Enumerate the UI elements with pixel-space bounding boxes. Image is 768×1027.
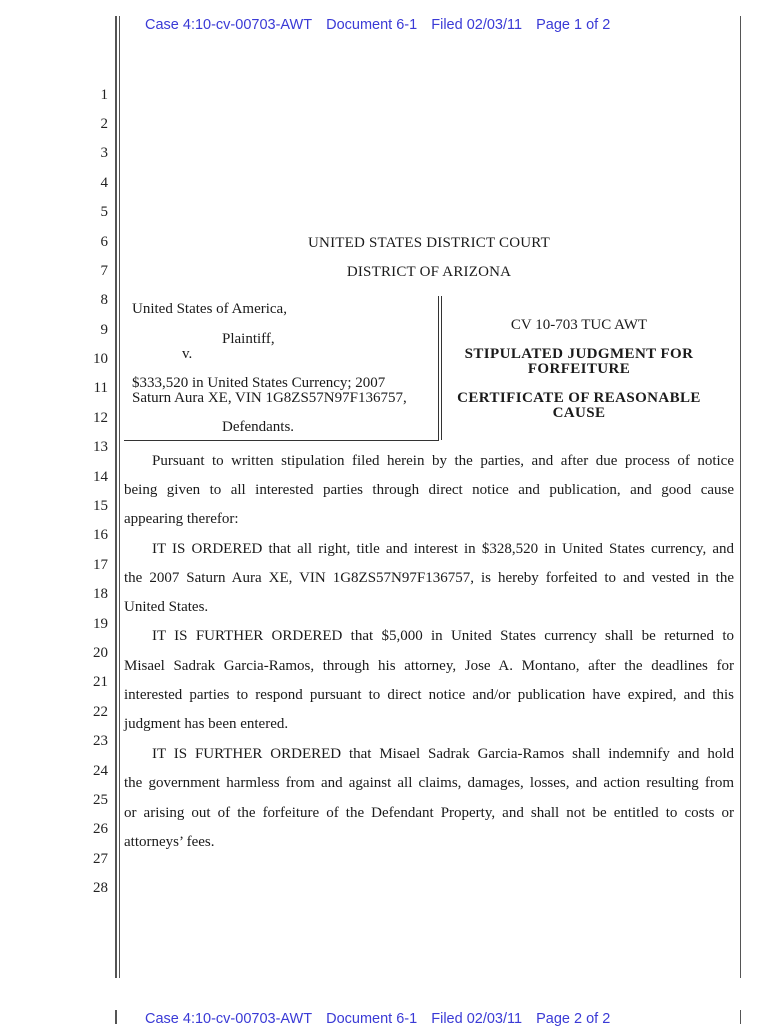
line-number: 6 [100, 234, 108, 250]
certificate-title-line-1: CERTIFICATE OF REASONABLE [457, 390, 701, 406]
filed-date-header: Filed 02/03/11 [431, 17, 523, 33]
body-line: United States. [124, 599, 209, 615]
right-margin-rule [740, 16, 741, 978]
line-number: 26 [93, 821, 108, 837]
body-line: IT IS ORDERED that all right, title and interest in $328,520 in United States currency, and [152, 541, 734, 557]
case-number-header: Case 4:10-cv-00703-AWT [145, 1011, 313, 1027]
body-line: the government harmless from and against all claims, damages, losses, and action resulting from [124, 775, 734, 791]
body-line: IT IS FURTHER ORDERED that Misael Sadrak Garcia-Ramos shall indemnify and hold [152, 746, 734, 762]
filing-header [145, 17, 620, 33]
line-number: 7 [100, 263, 108, 279]
document-number-header: Document 6-1 [326, 1011, 418, 1027]
left-margin-rule-inner [119, 16, 120, 978]
line-number: 8 [100, 292, 108, 308]
defendant-label: Defendants. [222, 419, 295, 435]
page-indicator-header: Page 2 of 2 [536, 1011, 611, 1027]
line-number: 24 [93, 763, 108, 779]
court-name: UNITED STATES DISTRICT COURT [308, 235, 550, 251]
line-number: 4 [100, 175, 108, 191]
line-number: 12 [93, 410, 108, 426]
body-line: being given to all interested parties through direct notice and publication, and good cause [124, 482, 734, 498]
line-number: 17 [93, 557, 108, 573]
line-number: 13 [93, 439, 108, 455]
line-number: 2 [100, 116, 108, 132]
page-indicator-header: Page 1 of 2 [536, 17, 611, 33]
page-2-right-rule [740, 1010, 741, 1024]
plaintiff-name: United States of America, [132, 301, 287, 317]
defendant-line-2: Saturn Aura XE, VIN 1G8ZS57N97F136757, [132, 390, 407, 406]
body-line: appearing therefor: [124, 511, 239, 527]
line-number: 25 [93, 792, 108, 808]
line-number: 18 [93, 586, 108, 602]
page-2-filing-header [145, 1011, 620, 1027]
line-number: 9 [100, 322, 108, 338]
body-line: or arising out of the forfeiture of the Defendant Property, and shall not be entitled to costs or [124, 805, 734, 821]
document-number-header: Document 6-1 [326, 17, 418, 33]
body-line: Pursuant to written stipulation filed herein by the parties, and after due process of notice [152, 453, 734, 469]
body-line: IT IS FURTHER ORDERED that $5,000 in United States currency shall be returned to [152, 628, 734, 644]
line-number: 22 [93, 704, 108, 720]
judgment-title-line-1: STIPULATED JUDGMENT FOR [464, 346, 694, 362]
line-number: 11 [93, 380, 108, 396]
left-margin-rule [115, 16, 117, 978]
body-line: the 2007 Saturn Aura XE, VIN 1G8ZS57N97F136757, is hereby forfeited to and vested in the [124, 570, 734, 586]
line-number: 21 [93, 674, 108, 690]
filed-date-header: Filed 02/03/11 [431, 1011, 523, 1027]
body-line: interested parties to respond pursuant to direct notice and/or publication have expired, and this [124, 687, 734, 703]
judgment-title-line-2: FORFEITURE [527, 361, 631, 377]
court-district: DISTRICT OF ARIZONA [346, 264, 512, 280]
page-2-left-rule [115, 1010, 117, 1024]
line-number: 1 [100, 87, 108, 103]
certificate-title-line-2: CAUSE [552, 405, 606, 421]
body-line: Misael Sadrak Garcia-Ramos, through his attorney, Jose A. Montano, after the deadlines for [124, 658, 734, 674]
line-number: 3 [100, 145, 108, 161]
case-number: CV 10-703 TUC AWT [510, 317, 648, 333]
line-number: 14 [93, 469, 108, 485]
versus-label: v. [182, 346, 193, 362]
line-number: 15 [93, 498, 108, 514]
line-number: 27 [93, 851, 108, 867]
line-number: 20 [93, 645, 108, 661]
line-number: 28 [93, 880, 108, 896]
line-number: 10 [93, 351, 108, 367]
line-number: 19 [93, 616, 108, 632]
defendant-line-1: $333,520 in United States Currency; 2007 [132, 375, 386, 391]
plaintiff-label: Plaintiff, [222, 331, 275, 347]
line-number: 16 [93, 527, 108, 543]
body-line: attorneys’ fees. [124, 834, 215, 850]
line-number: 5 [100, 204, 108, 220]
body-line: judgment has been entered. [124, 716, 289, 732]
line-number: 23 [93, 733, 108, 749]
case-number-header: Case 4:10-cv-00703-AWT [145, 17, 313, 33]
